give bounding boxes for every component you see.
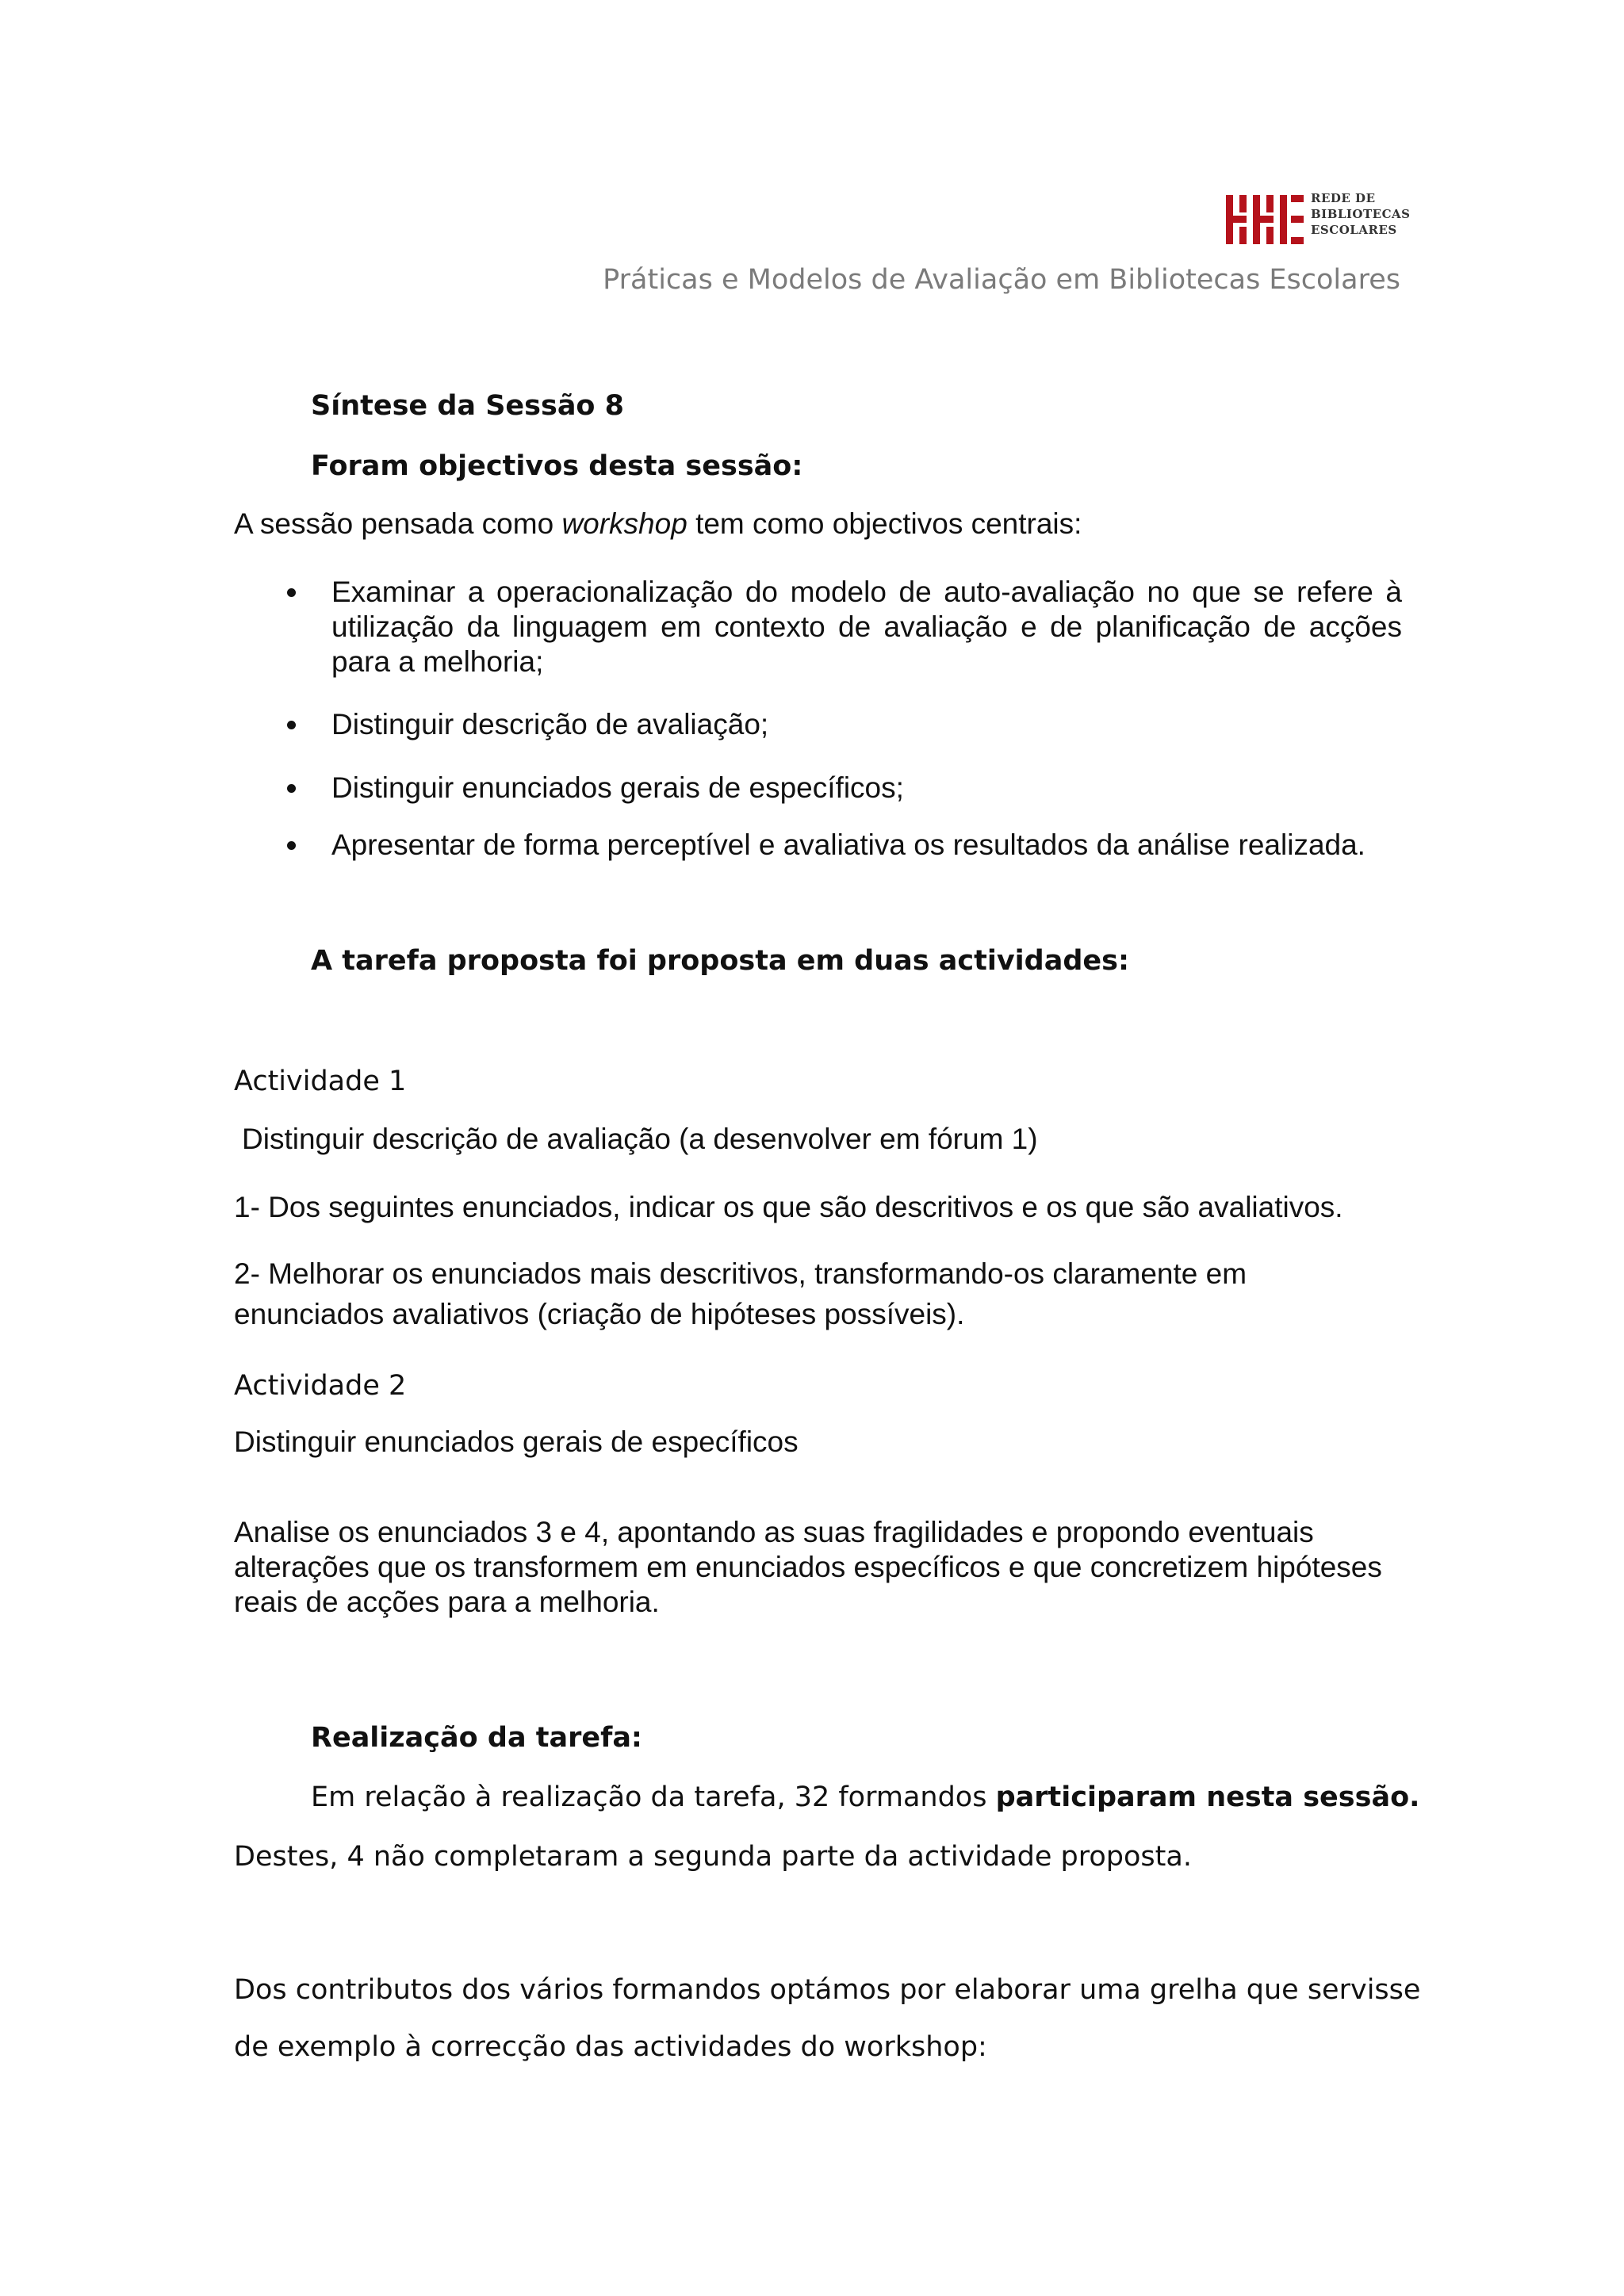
completion-line-2: Destes, 4 não completaram a segunda parte da actividade proposta. — [234, 1841, 1192, 1873]
bullet-marker — [287, 784, 296, 793]
bullet-marker — [287, 588, 296, 597]
activity-1-item-1: 1- Dos seguintes enunciados, indicar os que são descritivos e os que são avaliativos. — [234, 1191, 1343, 1223]
completion-line-1 — [311, 1780, 1419, 1815]
activity-1-item-2-line-1: 2- Melhorar os enunciados mais descritivos, transformando-os claramente em — [234, 1257, 1247, 1290]
activity-2-paragraph: Analise os enunciados 3 e 4, apontando as suas fragilidades e propondo eventuais alterações que os transformem em enunciados específicos e que concretizem hipóteses reais de acções para a melhoria. — [234, 1516, 1382, 1618]
logo-line-3: ESCOLARES — [1311, 223, 1397, 237]
rbe-logo-text — [1311, 190, 1411, 238]
logo-line-1: REDE DE — [1311, 191, 1376, 205]
activity-1-subtitle: Distinguir descrição de avaliação (a desenvolver em fórum 1) — [242, 1123, 1038, 1155]
bullet-marker — [287, 841, 296, 850]
intro-text-after: tem como objectivos centrais: — [687, 507, 1082, 540]
activity-2-subtitle: Distinguir enunciados gerais de específicos — [234, 1425, 799, 1458]
intro-line — [234, 507, 1082, 541]
completion-heading: Realização da tarefa: — [311, 1722, 642, 1754]
completion-line-1-text: Em relação à realização da tarefa, 32 formandos — [311, 1781, 996, 1813]
rbe-logo-mark — [1226, 195, 1305, 244]
header-title: Práticas e Modelos de Avaliação em Bibliotecas Escolares — [603, 264, 1400, 296]
logo-line-2: BIBLIOTECAS — [1311, 207, 1411, 221]
activity-1-label: Actividade 1 — [234, 1066, 407, 1097]
intro-text-emphasis: workshop — [561, 507, 688, 540]
bullet-item-1: Examinar a operacionalização do modelo de auto-avaliação no que se refere à utilização da linguagem em contexto de avaliação e de planificação de acções para a melhoria; — [331, 576, 1402, 678]
closing-line-2: de exemplo à correcção das actividades do workshop: — [234, 2031, 987, 2063]
task-heading: A tarefa proposta foi proposta em duas actividades: — [311, 945, 1129, 977]
bullet-item-4: Apresentar de forma perceptível e avaliativa os resultados da análise realizada. — [331, 828, 1365, 861]
bullet-marker — [287, 721, 296, 729]
intro-text-before: A sessão pensada como — [234, 507, 562, 540]
closing-line-1: Dos contributos dos vários formandos optámos por elaborar uma grelha que servisse — [234, 1974, 1421, 2006]
completion-line-1-bold: participaram nesta sessão. — [995, 1781, 1420, 1813]
activity-1-item-2-line-2: enunciados avaliativos (criação de hipóteses possíveis). — [234, 1298, 965, 1330]
summary-title: Síntese da Sessão 8 — [311, 390, 625, 422]
activity-2-label: Actividade 2 — [234, 1370, 407, 1402]
rbe-logo — [1226, 190, 1411, 246]
objectives-heading: Foram objectivos desta sessão: — [311, 450, 803, 482]
bullet-item-3: Distinguir enunciados gerais de específicos; — [331, 771, 904, 804]
bullet-item-2: Distinguir descrição de avaliação; — [331, 708, 769, 740]
